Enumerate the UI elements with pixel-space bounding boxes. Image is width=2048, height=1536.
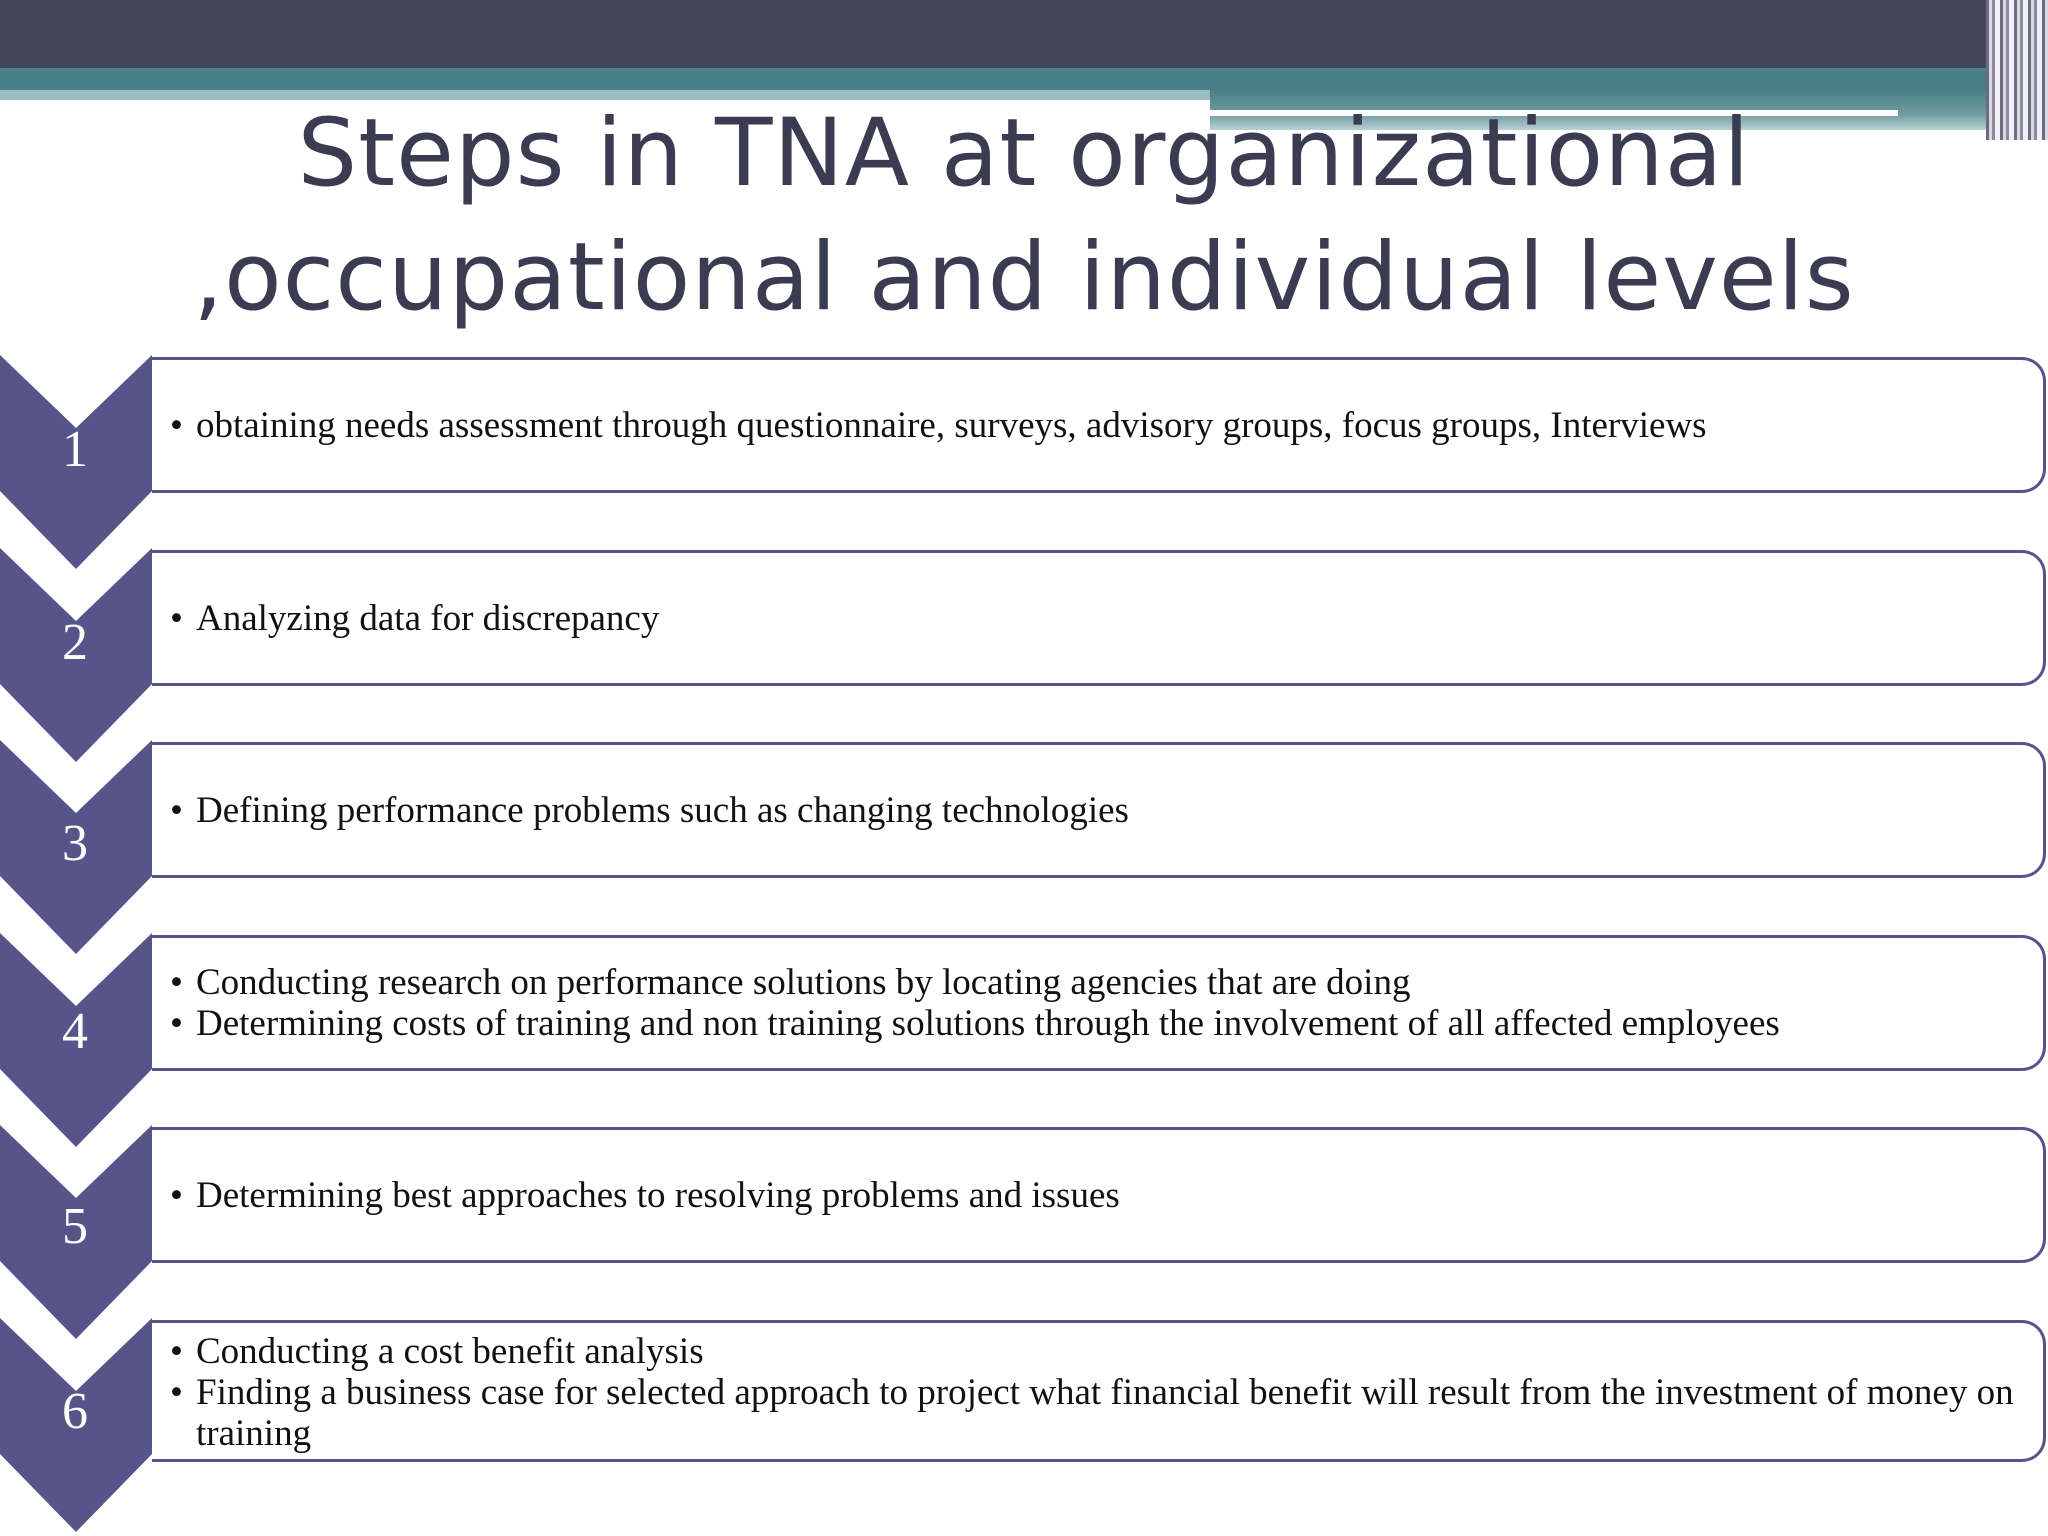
step-chevrons — [0, 0, 160, 1536]
step-5-number: 5 — [62, 1198, 88, 1255]
step-box-1 — [152, 357, 2046, 493]
step-5-bullets — [170, 1130, 2023, 1260]
step-5-bullet-1: • Determining best approaches to resolving problems and issues — [170, 1175, 2023, 1216]
step-6-bullet-1: • Conducting a cost benefit analysis — [170, 1331, 2023, 1372]
step-1-number: 1 — [62, 421, 88, 478]
step-box-6 — [152, 1320, 2046, 1462]
slide-title-line-1: Steps in TNA at organizational — [297, 99, 1751, 208]
step-box-2 — [152, 550, 2046, 686]
step-4-number: 4 — [62, 1003, 88, 1060]
step-2-bullets — [170, 553, 2023, 683]
step-2-number: 2 — [62, 614, 88, 671]
step-box-4 — [152, 935, 2046, 1071]
header-band — [0, 0, 2048, 68]
step-2-bullet-1: • Analyzing data for discrepancy — [170, 598, 2023, 639]
step-1-bullets — [170, 360, 2023, 490]
header-teal-band — [0, 68, 2048, 90]
step-box-5 — [152, 1127, 2046, 1263]
step-6-bullet-2: • Finding a business case for selected approach to project what financial benefit will result from the investment of money on training — [170, 1372, 2023, 1454]
step-3-number: 3 — [62, 815, 88, 872]
step-box-3 — [152, 742, 2046, 878]
step-6-number: 6 — [62, 1383, 88, 1440]
step-4-bullet-2: • Determining costs of training and non training solutions through the involvement of all affected employees — [170, 1003, 2023, 1044]
slide-title — [0, 92, 2048, 340]
slide-title-line-2: ,occupational and individual levels — [193, 223, 1855, 332]
step-4-bullets — [170, 938, 2023, 1068]
step-1-bullet-1: • obtaining needs assessment through questionnaire, surveys, advisory groups, focus groups, Interviews — [170, 405, 2023, 446]
step-4-bullet-1: • Conducting research on performance solutions by locating agencies that are doing — [170, 962, 2023, 1003]
step-3-bullets — [170, 745, 2023, 875]
step-6-bullets — [170, 1323, 2023, 1459]
step-3-bullet-1: • Defining performance problems such as changing technologies — [170, 790, 2023, 831]
